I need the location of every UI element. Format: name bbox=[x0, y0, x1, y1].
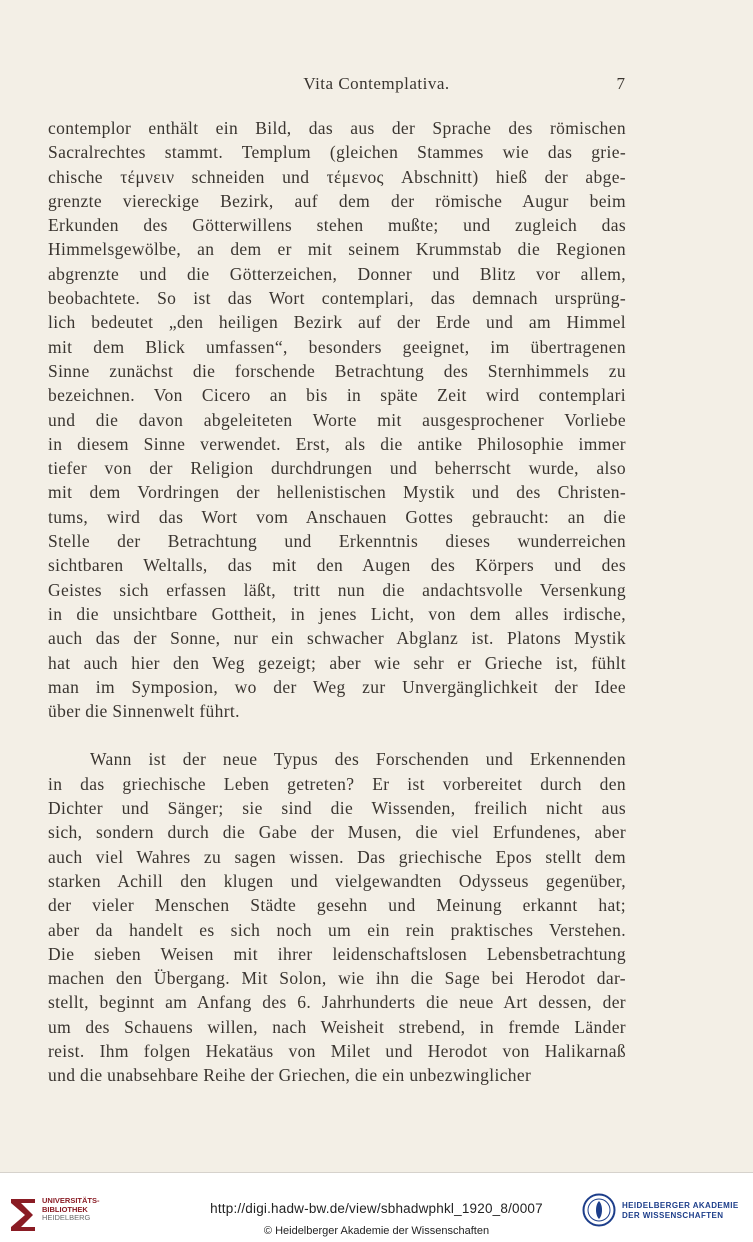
text-line: Die sieben Weisen mit ihrer leidenschaftslosen Lebensbetrachtung bbox=[48, 943, 626, 964]
text-line: Sinne zunächst die forschende Betrachtung des Sternhimmels zu bbox=[48, 360, 626, 381]
text-line: bezeichnen. Von Cicero an bis in späte Zeit wird contemplari bbox=[48, 385, 626, 406]
text-line: um des Schauens willen, nach Weisheit strebend, in fremde Länder bbox=[48, 1016, 626, 1037]
text-line: aber da handelt es sich noch um ein rein praktisches Verstehen. bbox=[48, 919, 626, 940]
paragraph bbox=[48, 747, 626, 1087]
text-line: auch das der Sonne, nur ein schwacher Abglanz ist. Platons Mystik bbox=[48, 628, 626, 649]
text-line: Sacralrechtes stammt. Templum (gleichen Stammes wie das grie- bbox=[48, 142, 626, 163]
viewer-footer bbox=[0, 1172, 753, 1242]
body-text bbox=[48, 116, 626, 1088]
running-head bbox=[0, 74, 753, 98]
text-line: contemplor enthält ein Bild, das aus der Sprache des römischen bbox=[48, 118, 626, 138]
text-line: sich, sondern durch die Gabe der Musen, die viel Erfundenes, aber bbox=[48, 822, 626, 843]
text-line: lich bedeutet „den heiligen Bezirk auf der Erde und am Himmel bbox=[48, 312, 626, 333]
permalink-url[interactable]: http://digi.hadw-bw.de/view/sbhadwphkl_1920_8/0007 bbox=[210, 1201, 543, 1216]
text-line: mit dem Blick umfassen“, besonders geeignet, im übertragenen bbox=[48, 336, 626, 357]
page-number: 7 bbox=[616, 74, 625, 93]
text-line: sichtbaren Weltalls, das mit den Augen des Körpers und des bbox=[48, 555, 626, 576]
running-head-title: Vita Contemplativa. bbox=[303, 74, 450, 93]
text-line: chische τέμνειν schneiden und τέμενος Abschnitt) hieß der abge- bbox=[48, 166, 626, 187]
text-line: Wann ist der neue Typus des Forschenden und Erkennenden bbox=[90, 749, 626, 770]
library-name-line1: UNIVERSITÄTS- bbox=[42, 1196, 100, 1205]
academy-seal-icon bbox=[582, 1193, 616, 1227]
text-line: Geistes sich erfassen läßt, tritt nun die andachtsvolle Versenkung bbox=[48, 579, 626, 600]
text-line: man im Symposion, wo der Weg zur Unvergänglichkeit der Idee bbox=[48, 676, 626, 697]
text-line: Dichter und Sänger; sie sind die Wissenden, freilich nicht aus bbox=[48, 798, 626, 819]
text-line: reist. Ihm folgen Hekatäus von Milet und Herodot von Halikarnaß bbox=[48, 1040, 626, 1061]
text-line: grenzte viereckige Bezirk, auf dem der römische Augur beim bbox=[48, 190, 626, 211]
text-line: starken Achill den klugen und vielgewandten Odysseus gegenüber, bbox=[48, 870, 626, 891]
paragraph-gap bbox=[48, 723, 626, 747]
text-line: machen den Übergang. Mit Solon, wie ihn die Sage bei Herodot dar- bbox=[48, 968, 626, 989]
text-line: in diesem Sinne verwendet. Erst, als die antike Philosophie immer bbox=[48, 433, 626, 454]
text-line: mit dem Vordringen der hellenistischen Mystik und des Christen- bbox=[48, 482, 626, 503]
text-line: Himmelsgewölbe, an dem er mit seinem Krummstab die Regionen bbox=[48, 239, 626, 260]
text-line: Erkunden des Götterwillens stehen mußte; und zugleich das bbox=[48, 215, 626, 236]
paragraph bbox=[48, 116, 626, 723]
copyright-notice: © Heidelberger Akademie der Wissenschaften bbox=[263, 1225, 490, 1237]
text-line: Stelle der Betrachtung und Erkenntnis dieses wunderreichen bbox=[48, 531, 626, 552]
library-city: HEIDELBERG bbox=[42, 1213, 91, 1222]
text-line: über die Sinnenwelt führt. bbox=[48, 701, 240, 722]
academy-name-line2: DER WISSENSCHAFTEN bbox=[622, 1211, 724, 1220]
academy-name bbox=[622, 1201, 739, 1221]
text-line: auch viel Wahres zu sagen wissen. Das griechische Epos stellt dem bbox=[48, 846, 626, 867]
academy-name-line1: HEIDELBERGER AKADEMIE bbox=[622, 1201, 739, 1210]
text-line: tiefer von der Religion durchdrungen und beherrscht wurde, also bbox=[48, 458, 626, 479]
text-line: beobachtete. So ist das Wort contemplari, das demnach ursprüng- bbox=[48, 288, 626, 309]
text-line: stellt, beginnt am Anfang des 6. Jahrhunderts die neue Art dessen, der bbox=[48, 992, 626, 1013]
text-line: und die davon abgeleiteten Worte mit ausgesprochener Vorliebe bbox=[48, 409, 626, 430]
text-line: in das griechische Leben getreten? Er ist vorbereitet durch den bbox=[48, 773, 626, 794]
text-line: hat auch hier den Weg gezeigt; aber wie sehr er Grieche ist, fühlt bbox=[48, 652, 626, 673]
text-line: in die unsichtbare Gottheit, in jenes Licht, von dem alles irdische, bbox=[48, 603, 626, 624]
library-name-line2: BIBLIOTHEK bbox=[42, 1204, 88, 1214]
text-line: der vieler Menschen Städte gesehn und Meinung erkannt hat; bbox=[48, 895, 626, 916]
text-line: tums, wird das Wort vom Anschauen Gottes gebraucht: an die bbox=[48, 506, 626, 527]
text-line: und die unabsehbare Reihe der Griechen, die ein unbezwinglicher bbox=[48, 1065, 532, 1086]
text-line: abgrenzte und die Götterzeichen, Donner und Blitz vor allem, bbox=[48, 263, 626, 284]
